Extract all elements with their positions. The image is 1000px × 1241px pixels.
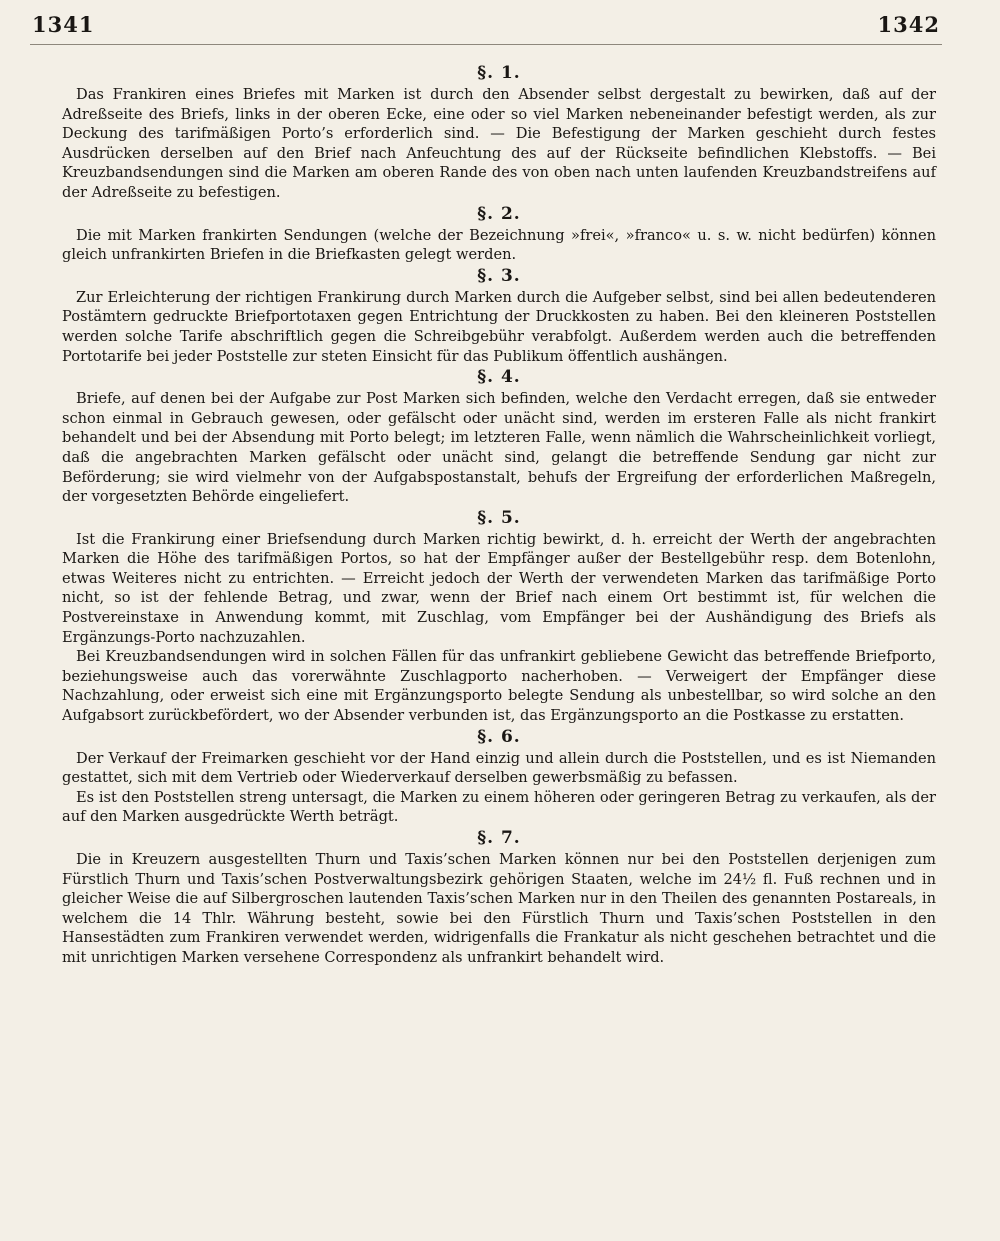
section-paragraph: Ist die Frankirung einer Briefsendung durch Marken richtig bewirkt, d. h. erreicht der Werth der angebrachten Marken die Höhe des tarifmäßigen Portos, so hat der Empfänger außer der Bestellgebühr resp. dem Botenlohn, etwas Weiteres nicht zu entrichten. — Erreicht jedoch der Werth der verwendeten Marken das tarifmäßige Porto nicht, so ist der fehlende Betrag, und zwar, wenn der Brief nach einem Ort bestimmt ist, für welchen die Postvereinstaxe in Anwendung kommt, mit Zuschlag, vom Empfänger bei der Aushändigung des Briefs als Ergänzungs-Porto nachzuzahlen.: [62, 530, 936, 646]
section-heading: §. 4.: [477, 367, 521, 388]
section-heading: §. 3.: [477, 265, 521, 286]
section-paragraph: Die mit Marken frankirten Sendungen (welche der Bezeichnung »frei«, »franco« u. s. w. nicht bedürfen) können gleich unfrankirten Briefen in die Briefkasten gelegt werden.: [62, 226, 936, 264]
section-heading: §. 6.: [477, 726, 521, 747]
document-body: [62, 62, 936, 968]
section-heading: §. 1.: [477, 63, 521, 83]
section-heading: §. 7.: [477, 828, 521, 848]
section-paragraph: Briefe, auf denen bei der Aufgabe zur Post Marken sich befinden, welche den Verdacht erregen, daß sie entweder schon einmal in Gebrauch gewesen, oder gefälscht oder unächt sind, werden im ersteren Falle als nicht frankirt behandelt und bei der Absendung mit Porto belegt; im letzteren Falle, wenn nämlich die Wahrscheinlichkeit vorliegt, daß die angebrachten Marken gefälscht oder unächt sind, gelangt die betreffende Sendung gar nicht zur Beförderung; sie wird vielmehr von der Aufgabspostanstalt, behufs der Ergreifung der erforderlichen Maßregeln, der vorgesetzten Behörde eingeliefert.: [62, 390, 936, 506]
section-paragraph: Die in Kreuzern ausgestellten Thurn und Taxis’schen Marken können nur bei den Poststellen derjenigen zum Fürstlich Thurn und Taxis’schen Postverwaltungsbezirk gehörigen Staaten, welche im 24½ fl. Fuß rechnen und in gleicher Weise die auf Silbergroschen lautenden Taxis’schen Marken nur in den Theilen des genannten Postareals, in welchem die 14 Thlr. Währung besteht, sowie bei den Fürstlich Thurn und Taxis’schen Poststellen in den Hansestädten zum Frankiren verwendet werden, widrigenfalls die Frankatur als nicht geschehen betrachtet und die mit unrichtigen Marken versehene Correspondenz als unfrankirt behandelt wird.: [62, 851, 936, 966]
header-divider: [30, 44, 942, 45]
section-paragraph: Zur Erleichterung der richtigen Frankirung durch Marken durch die Aufgeber selbst, sind bei allen bedeutenderen Postämtern gedruckte Briefportotaxen gegen Entrichtung der Druckkosten zu haben. Bei den kleineren Poststellen werden solche Tarife abschriftlich gegen die Schreibgebühr verabfolgt. Außerdem werden auch die betreffenden Portotarife bei jeder Poststelle zur steten Einsicht für das Publikum öffentlich aushängen.: [62, 288, 936, 365]
section-paragraph: Das Frankiren eines Briefes mit Marken ist durch den Absender selbst dergestalt zu bewirken, daß auf der Adreßseite des Briefs, links in der oberen Ecke, eine oder so viel Marken nebeneinander befestigt werden, als zur Deckung des tarifmäßigen Porto’s erforderlich sind. — Die Befestigung der Marken geschieht durch festes Ausdrücken derselben auf den Brief nach Anfeuchtung des auf der Rückseite befindlichen Klebstoffs. — Bei Kreuzbandsendungen sind die Marken am oberen Rande des von oben nach unten laufenden Kreuzbandstreifens auf der Adreßseite zu befestigen.: [62, 86, 936, 201]
section-paragraph: Der Verkauf der Freimarken geschieht vor der Hand einzig und allein durch die Poststellen, und es ist Niemanden gestattet, sich mit dem Vertrieb oder Wiederverkauf derselben gewerbsmäßig zu befassen.: [62, 749, 936, 787]
section-heading: §. 2.: [477, 203, 521, 224]
page-number-right: 1342: [877, 12, 940, 37]
section-paragraph: Es ist den Poststellen streng untersagt, die Marken zu einem höheren oder geringeren Betrag zu verkaufen, als der auf den Marken ausgedrückte Werth beträgt.: [62, 788, 936, 826]
section-paragraph: Bei Kreuzbandsendungen wird in solchen Fällen für das unfrankirt gebliebene Gewicht das betreffende Briefporto, beziehungsweise auch das vorerwähnte Zuschlagporto nacherhoben. — Verweigert der Empfänger diese Nachzahlung, oder erweist sich eine mit Ergänzungsporto belegte Sendung als unbestellbar, so wird solche an den Aufgabsort zurückbefördert, wo der Absender verbunden ist, das Ergänzungsporto an die Postkasse zu erstatten.: [62, 648, 936, 725]
section-heading: §. 5.: [477, 507, 521, 528]
page-number-left: 1341: [32, 12, 95, 37]
